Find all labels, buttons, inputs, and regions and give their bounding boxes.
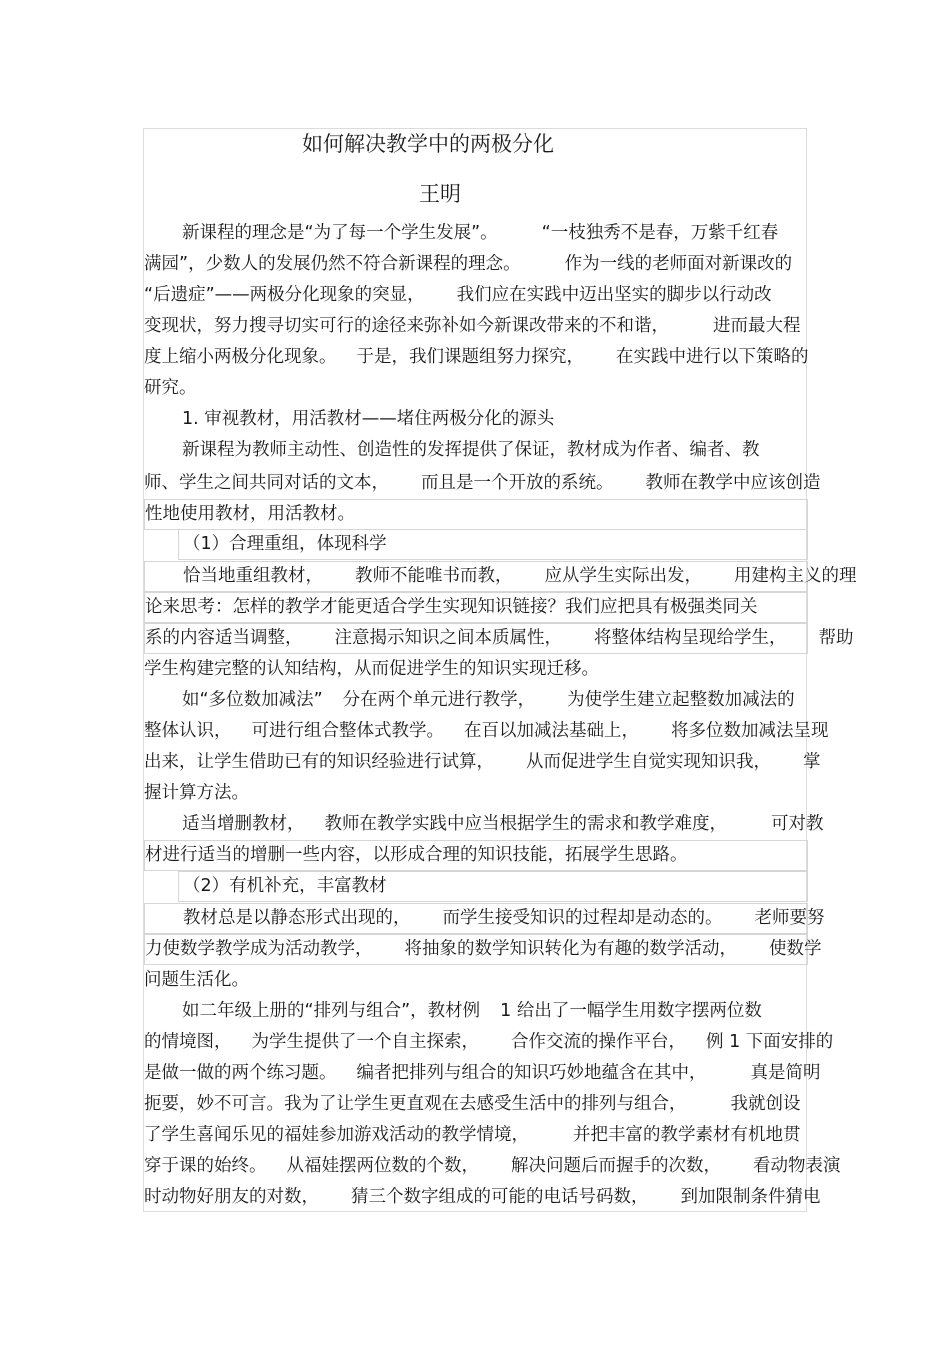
intro-line-3: “后遗症”——两极分化现象的突显， 我们应在实践中迈出坚实的脚步以行动改 [144, 285, 772, 305]
sub1-p3-line-2: 材进行适当的增删一些内容，以形成合理的知识技能，拓展学生思路。 [144, 840, 808, 871]
sub1-p2-line-4: 握计算方法。 [144, 783, 249, 803]
sub2-p1-line-3: 问题生活化。 [144, 970, 249, 990]
sub2-p2-line-7: 时动物好朋友的对数， 猜三个数字组成的可能的电话号码数， 到加限制条件猜电 [144, 1187, 821, 1207]
sub1-p1-line-4: 学生构建完整的认知结构，从而促进学生的知识实现迁移。 [144, 659, 599, 679]
subsection-1-heading: （1）合理重组，体现科学 [178, 529, 808, 560]
sub2-p1-line-2: 力使数学教学成为活动教学， 将抽象的数学知识转化为有趣的数学活动， 使数学 [144, 934, 808, 965]
sub1-p2-line-3: 出来，让学生借助已有的知识经验进行试算， 从而促进学生自觉实现知识我， 掌 [144, 752, 821, 772]
sub1-p1-line-1: 恰当地重组教材， 教师不能唯书而教， 应从学生实际出发， 用建构主义的理 [144, 561, 808, 592]
sub1-p3-line-1: 适当增删教材， 教师在教学实践中应当根据学生的需求和教学难度， 可对教 [182, 814, 824, 834]
section-1-line-1: 新课程为教师主动性、创造性的发挥提供了保证，教材成为作者、编者、教 [182, 440, 760, 460]
doc-title: 如何解决教学中的两极分化 [302, 132, 554, 156]
section-1-line-3: 性地使用教材，用活教材。 [144, 499, 808, 530]
sub1-p1-line-3: 系的内容适当调整， 注意揭示知识之间本质属性， 将整体结构呈现给学生， 帮助 [144, 623, 808, 654]
sub2-p2-line-6: 穿于课的始终。 从福娃摆两位数的个数， 解决问题后而握手的次数， 看动物表演 [144, 1156, 841, 1176]
intro-line-4: 变现状，努力搜寻切实可行的途径来弥补如今新课改带来的不和谐， 进而最大程 [144, 316, 801, 336]
sub2-p2-line-4: 扼要，妙不可言。我为了让学生更直观在去感受生活中的排列与组合， 我就创设 [144, 1094, 801, 1114]
sub1-p1-line-2: 论来思考：怎样的教学才能更适合学生实现知识链接？我们应把具有极强类同关 [144, 592, 808, 623]
intro-line-6: 研究。 [144, 378, 197, 398]
document-page [143, 128, 857, 1212]
sub2-p2-line-1: 如二年级上册的“排列与组合”，教材例 1 给出了一幅学生用数字摆两位数 [182, 1001, 762, 1021]
section-1-heading: 1. 审视教材，用活教材——堵住两极分化的源头 [182, 409, 555, 429]
intro-line-5: 度上缩小两极分化现象。 于是，我们课题组努力探究， 在实践中进行以下策略的 [144, 347, 809, 367]
section-1-line-2: 师、学生之间共同对话的文本， 而且是一个开放的系统。 教师在教学中应该创造 [144, 473, 821, 493]
intro-line-1: 新课程的理念是“为了每一个学生发展”。 “一枝独秀不是春，万紫千红春 [182, 223, 779, 243]
subsection-2-heading: （2）有机补充，丰富教材 [178, 871, 808, 902]
sub1-p2-line-2: 整体认识， 可进行组合整体式教学。 在百以加减法基础上， 将多位数加减法呈现 [144, 721, 829, 741]
doc-author: 王明 [419, 182, 461, 206]
sub1-p2-line-1: 如“多位数加减法” 分在两个单元进行教学， 为使学生建立起整数加减法的 [182, 690, 795, 710]
sub2-p2-line-5: 了学生喜闻乐见的福娃参加游戏活动的教学情境， 并把丰富的教学素材有机地贯 [144, 1125, 801, 1145]
intro-line-2: 满园”，少数人的发展仍然不符合新课程的理念。 作为一线的老师面对新课改的 [144, 254, 793, 274]
sub2-p1-line-1: 教材总是以静态形式出现的， 而学生接受知识的过程却是动态的。 老师要努 [144, 903, 808, 934]
sub2-p2-line-2: 的情境图， 为学生提供了一个自主探索， 合作交流的操作平台， 例 1 下面安排的 [144, 1032, 834, 1052]
sub2-p2-line-3: 是做一做的两个练习题。 编者把排列与组合的知识巧妙地蕴含在其中， 真是简明 [144, 1063, 821, 1083]
